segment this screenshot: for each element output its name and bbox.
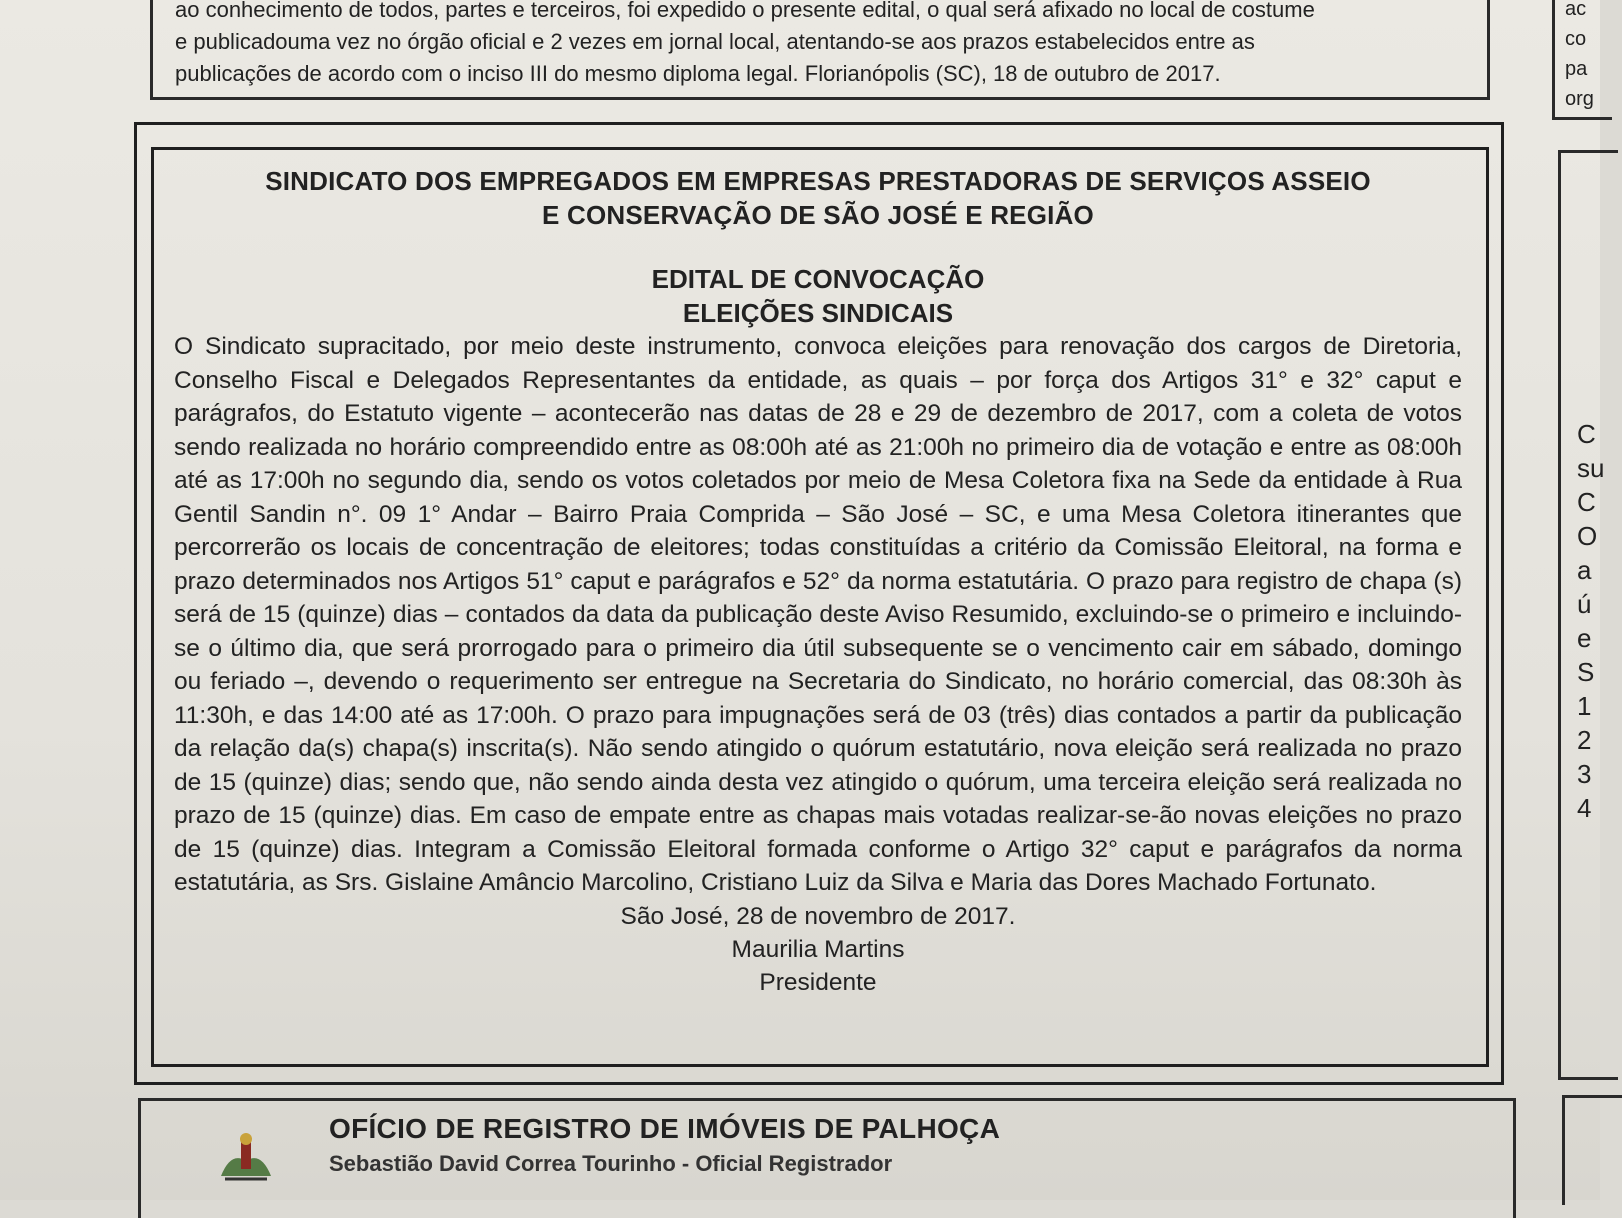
previous-notice-box bbox=[150, 0, 1490, 100]
right-column-bottom-fragment bbox=[1562, 1095, 1622, 1205]
notice-body: O Sindicato supracitado, por meio deste instrumento, convoca eleições para renovação dos cargos de Diretoria, Conselho Fiscal e Delegados Representantes da entidade, as quais – por força dos Artigos 31° e 32° caput e parágrafos, do Estatuto vigente – acontecerão nas datas de 28 e 29 de dezembro de 2017, com a coleta de votos sendo realizada no horário compreendido entre as 08:00h até as 21:00h no primeiro dia de votação e entre as 08:00h até as 17:00h no segundo dia, sendo os votos coletados por meio de Mesa Coletora fixa na Sede da entidade à Rua Gentil Sandin n°. 09 1° Andar – Bairro Praia Comprida – São José – SC, e uma Mesa Coletora itinerantes que percorrerão os locais de concentração de eleitores; todas constituídas a critério da Comissão Eleitoral, na forma e prazo determinados nos Artigos 51° caput e parágrafos e 52° da norma estatutária. O prazo para registro de chapa (s) será de 15 (quinze) dias – contados da data da publicação deste Aviso Resumido, excluindo-se o primeiro e incluindo-se o último dia, que será prorrogado para o primeiro dia útil subsequente se o vencimento cair em sábado, domingo ou feriado –, devendo o requerimento ser entregue na Secretaria do Sindicato, no horário comercial, das 08:30h às 11:30h, e das 14:00 até as 17:00h. O prazo para impugnações será de 03 (três) dias contados a partir da publicação da relação da(s) chapa(s) inscrita(s). Não sendo atingido o quórum estatutário, nova eleição será realizada no prazo de 15 (quinze) dias; sendo que, não sendo ainda desta vez atingido o quórum, uma terceira eleição será realizada no prazo de 15 (quinze) dias. Em caso de empate entre as chapas mais votadas realizar-se-ão novas eleições no prazo de 15 (quinze) dias. Integram a Comissão Eleitoral formada conforme o Artigo 32° caput e parágrafos da norma estatutária, as Srs. Gislaine Amâncio Marcolino, Cristiano Luiz da Silva e Maria das Dores Machado Fortunato. bbox=[174, 333, 1462, 896]
notice-title: EDITAL DE CONVOCAÇÃO bbox=[651, 264, 985, 294]
fragment-text: pa bbox=[1565, 58, 1588, 80]
fragment-text: C bbox=[1577, 487, 1596, 517]
right-column-main-fragment bbox=[1558, 150, 1618, 1080]
fragment-text: C bbox=[1577, 419, 1596, 449]
fragment-text: ac bbox=[1565, 0, 1587, 20]
signer-name: Maurilia Martins bbox=[731, 935, 905, 963]
fragment-text: S bbox=[1577, 657, 1595, 687]
fragment-text: co bbox=[1565, 28, 1587, 50]
notice-subtitle: ELEIÇÕES SINDICAIS bbox=[682, 298, 954, 328]
next-notice-subtitle: Sebastião David Correa Tourinho - Oficial Registrador bbox=[329, 1151, 893, 1176]
next-notice-title: OFÍCIO DE REGISTRO DE IMÓVEIS DE PALHOÇA bbox=[329, 1113, 1001, 1144]
fragment-text: org bbox=[1565, 88, 1594, 110]
election-notice-outer-frame bbox=[134, 122, 1504, 1085]
fragment-text: su bbox=[1577, 453, 1605, 483]
next-notice-box bbox=[138, 1098, 1516, 1218]
fragment-text: 1 bbox=[1577, 691, 1592, 721]
coat-of-arms-icon bbox=[211, 1121, 281, 1191]
fragment-text: a bbox=[1577, 555, 1592, 585]
fragment-text: 4 bbox=[1577, 793, 1592, 823]
organization-name-line2: E CONSERVAÇÃO DE SÃO JOSÉ E REGIÃO bbox=[542, 200, 1094, 230]
fragment-text: O bbox=[1577, 521, 1598, 551]
previous-notice-line: publicações de acordo com o inciso III do mesmo diploma legal. Florianópolis (SC), 18 de outubro de 2017. bbox=[175, 61, 1221, 86]
signer-role: Presidente bbox=[759, 968, 877, 996]
place-date: São José, 28 de novembro de 2017. bbox=[620, 902, 1016, 930]
fragment-text: 3 bbox=[1577, 759, 1592, 789]
organization-name-line1: SINDICATO DOS EMPREGADOS EM EMPRESAS PRESTADORAS DE SERVIÇOS ASSEIO bbox=[265, 166, 1371, 196]
fragment-text: ú bbox=[1577, 589, 1592, 619]
fragment-text: 2 bbox=[1577, 725, 1592, 755]
previous-notice-line: e publicadouma vez no órgão oficial e 2 vezes em jornal local, atentando-se aos prazos estabelecidos entre as bbox=[175, 29, 1255, 54]
previous-notice-line: ao conhecimento de todos, partes e terceiros, foi expedido o presente edital, o qual será afixado no local de costume bbox=[175, 0, 1315, 22]
fragment-text: e bbox=[1577, 623, 1592, 653]
election-notice-inner-frame bbox=[151, 147, 1489, 1067]
right-column-top-fragment bbox=[1552, 0, 1612, 120]
